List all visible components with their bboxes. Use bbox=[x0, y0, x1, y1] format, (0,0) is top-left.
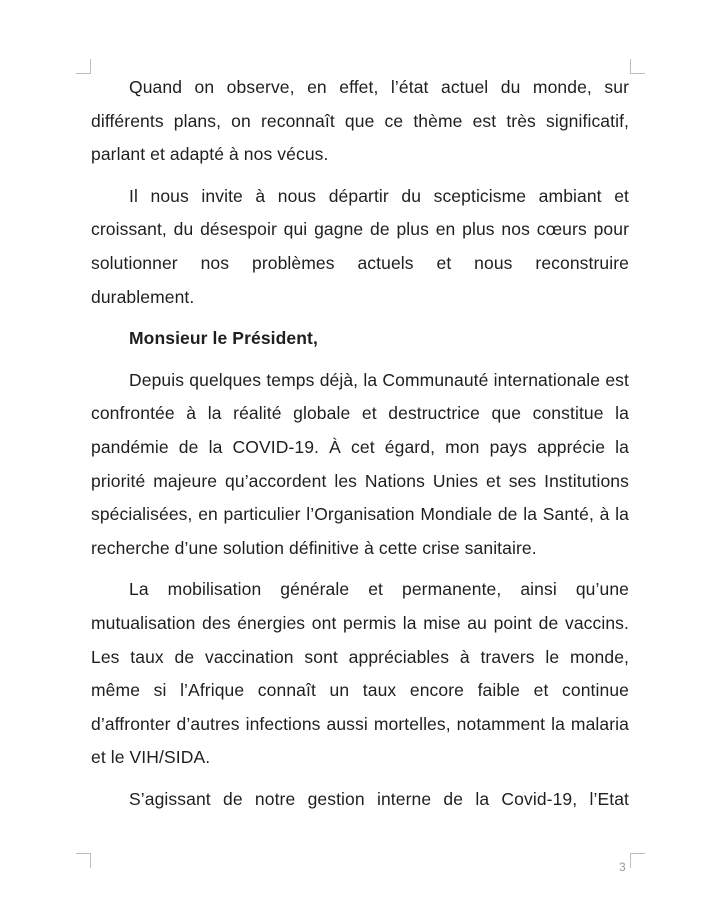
margin-corner-bottom-left bbox=[76, 853, 91, 868]
margin-corner-top-left bbox=[76, 59, 91, 74]
paragraph: Il nous invite à nous départir du scepticisme ambiant et croissant, du désespoir qui gagne de plus en plus nos cœurs pour solutionner nos problèmes actuels et nous reconstruire durablement. bbox=[91, 185, 629, 307]
paragraph: La mobilisation générale et permanente, ainsi qu’une mutualisation des énergies ont permis la mise au point de vaccins. Les taux de vaccination sont appréciables à travers le monde, même si l’Afrique connaît un taux encore faible et continue d’affronter d’autres infections aussi mortelles, notamment la malaria et le VIH/SIDA. bbox=[91, 579, 629, 768]
paragraph-continued: S’agissant de notre gestion interne de la Covid-19, l’Etat bbox=[129, 788, 629, 809]
paragraph: Depuis quelques temps déjà, la Communauté internationale est confrontée à la réalité globale et destructrice que constitue la pandémie de la COVID-19. À cet égard, mon pays apprécie la priorité majeure qu’accordent les Nations Unies et ses Institutions spécialisées, en particulier l’Organisation Mondiale de la Santé, à la recherche d’une solution définitive à cette crise sanitaire. bbox=[91, 369, 629, 558]
margin-corner-bottom-right bbox=[630, 853, 645, 868]
paragraph: Quand on observe, en effet, l’état actuel du monde, sur différents plans, on reconnaît que ce thème est très significatif, parlant et adapté à nos vécus. bbox=[91, 77, 629, 165]
salutation-heading: Monsieur le Président, bbox=[129, 328, 318, 349]
document-body bbox=[91, 71, 629, 816]
margin-corner-top-right bbox=[630, 59, 645, 74]
page-number: 3 bbox=[619, 860, 626, 874]
